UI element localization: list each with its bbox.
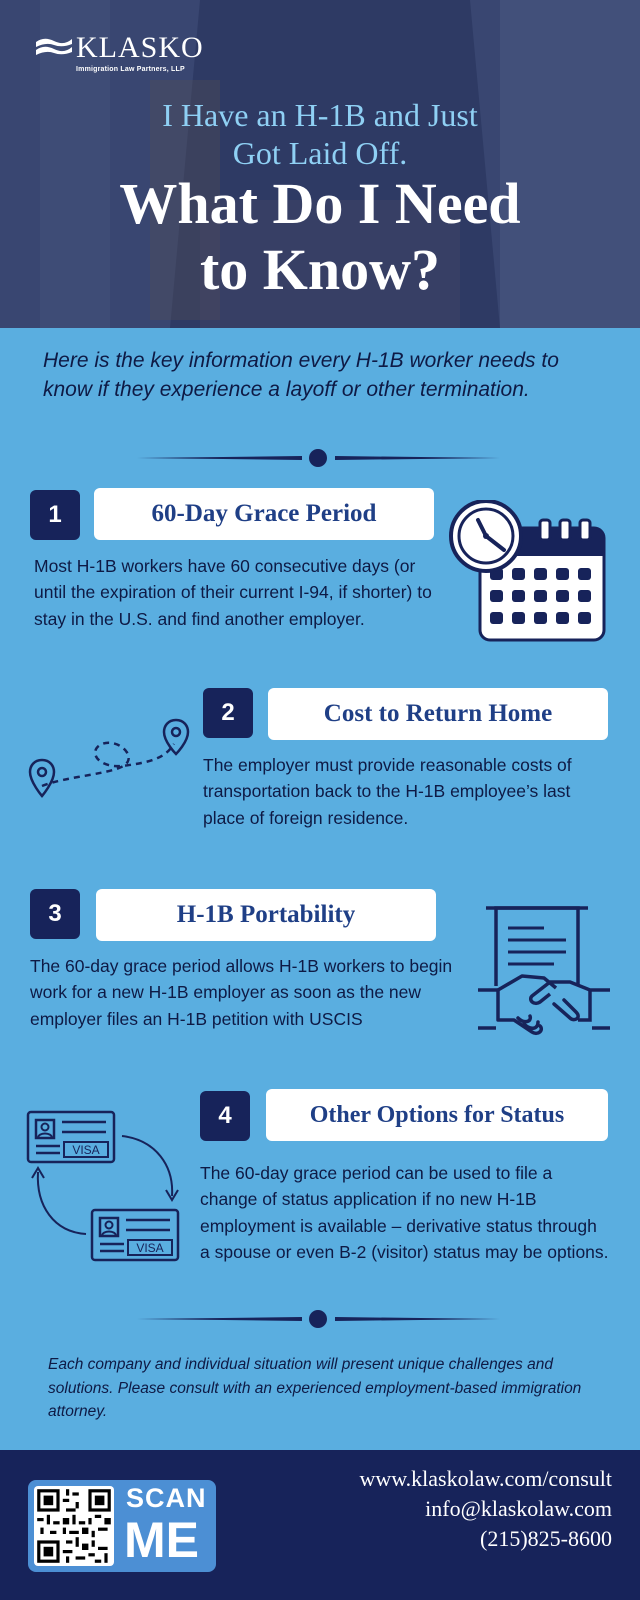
section-4-text: The 60-day grace period can be used to file a change of status application if no new H-1B employment is available – derivative status through a spouse or even B-2 (visitor) status may be options. <box>200 1163 609 1262</box>
section-3-text: The 60-day grace period allows H-1B workers to begin work for a new H-1B employer as soon as the new employer files an H-1B petition with USCIS <box>30 956 453 1029</box>
section-4-heading: Other Options for Status <box>266 1089 608 1141</box>
route-pins-icon <box>26 716 196 816</box>
hero-banner <box>0 0 640 328</box>
logo-wave-mark <box>34 36 74 58</box>
divider-top <box>137 448 500 468</box>
visa-cards-icon <box>26 1110 186 1264</box>
section-3-heading: H-1B Portability <box>96 889 436 941</box>
hero-title-line-2: to Know? <box>199 237 441 302</box>
footer <box>0 1450 640 1600</box>
section-1-heading: 60-Day Grace Period <box>94 488 434 540</box>
klasko-logo <box>34 32 224 76</box>
calendar-clock-icon <box>448 500 608 642</box>
logo-tagline: Immigration Law Partners, LLP <box>76 66 185 73</box>
hero-subtitle-line-1: I Have an H-1B and Just <box>162 97 478 133</box>
hero-title-line-1: What Do I Need <box>119 171 521 236</box>
section-1-text: Most H-1B workers have 60 consecutive days (or until the expiration of their current I-94, if shorter) to stay in the U.S. and find another employer. <box>34 556 432 629</box>
hero-subtitle-line-2: Got Laid Off. <box>232 135 408 171</box>
qr-code[interactable] <box>34 1486 114 1566</box>
visa-label-bottom: VISA <box>136 1241 164 1255</box>
section-2-text: The employer must provide reasonable costs of transportation back to the H-1B employee’s last place of foreign residence. <box>203 755 572 828</box>
section-2-number: 2 <box>203 688 253 738</box>
qr-code-graphic <box>34 1486 114 1566</box>
scan-me-card[interactable] <box>28 1480 216 1572</box>
divider-bottom <box>137 1309 500 1329</box>
section-4-number: 4 <box>200 1091 250 1141</box>
scan-label: SCAN <box>126 1483 207 1513</box>
phone-number[interactable]: (215)825-8600 <box>480 1526 612 1551</box>
contract-handshake-icon <box>478 906 610 1040</box>
section-2-heading: Cost to Return Home <box>268 688 608 740</box>
section-3-number: 3 <box>30 889 80 939</box>
email-link[interactable]: info@klaskolaw.com <box>425 1496 612 1521</box>
logo-wordmark: KLASKO <box>76 31 204 64</box>
section-1-number: 1 <box>30 490 80 540</box>
me-label: ME <box>124 1512 199 1568</box>
intro-text: Here is the key information every H-1B worker needs to know if they experience a layoff or other termination. <box>43 349 559 401</box>
visa-label-top: VISA <box>72 1143 100 1157</box>
website-link[interactable]: www.klaskolaw.com/consult <box>359 1466 612 1491</box>
closing-note: Each company and individual situation will present unique challenges and solutions. Please consult with an experienced employment-based immigration attorney. <box>48 1356 582 1420</box>
